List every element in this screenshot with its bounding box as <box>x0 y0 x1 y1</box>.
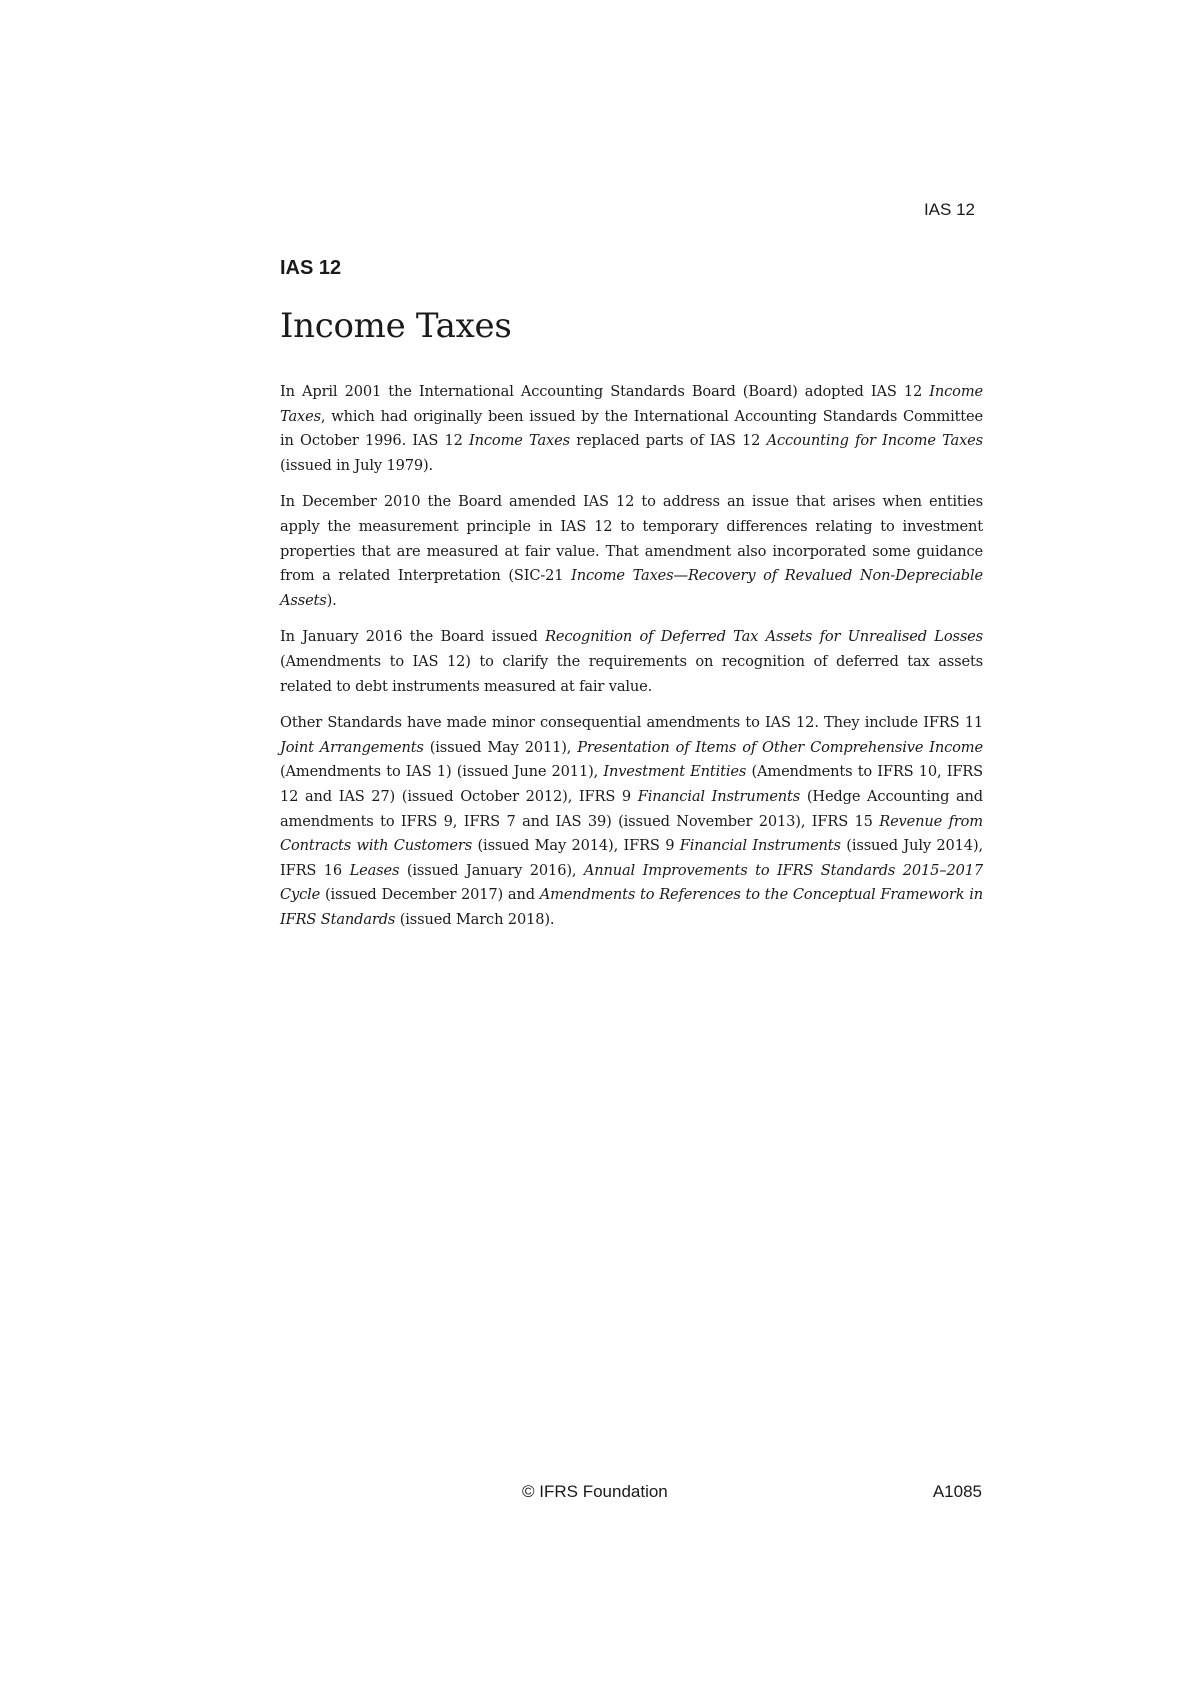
footer-copyright: © IFRS Foundation <box>522 1482 668 1501</box>
paragraph-adoption: In April 2001 the International Accounting Standards Board (Board) adopted IAS 12 Income Taxes, which had originally been issued by the International Accounting Standards Committee in October 1996. IAS 12 Income Taxes replaced parts of IAS 12 Accounting for Income Taxes (issued in July 1979). <box>280 383 983 474</box>
document-body <box>280 256 983 944</box>
paragraph-amendment-2010: In December 2010 the Board amended IAS 12 to address an issue that arises when entities apply the measurement principle in IAS 12 to temporary differences relating to investment properties that are measured at fair value. That amendment also incorporated some guidance from a related Interpretation (SIC-21 Income Taxes—Recovery of Revalued Non-Depreciable Assets). <box>280 493 983 609</box>
paragraph-consequential-amendments: Other Standards have made minor consequential amendments to IAS 12. They include IFRS 11 Joint Arrangements (issued May 2011), Presentation of Items of Other Comprehensive Income (Amendments to IAS 1) (issued June 2011), Investment Entities (Amendments to IFRS 10, IFRS 12 and IAS 27) (issued October 2012), IFRS 9 Financial Instruments (Hedge Accounting and amendments to IFRS 9, IFRS 7 and IAS 39) (issued November 2013), IFRS 15 Revenue from Contracts with Customers (issued May 2014), IFRS 9 Financial Instruments (issued July 2014), IFRS 16 Leases (issued January 2016), Annual Improvements to IFRS Standards 2015–2017 Cycle (issued December 2017) and Amendments to References to the Conceptual Framework in IFRS Standards (issued March 2018). <box>280 714 983 928</box>
page-title: Income Taxes <box>280 306 512 346</box>
standard-label: IAS 12 <box>280 257 342 279</box>
running-header: IAS 12 <box>923 200 975 219</box>
paragraph-amendment-2016: In January 2016 the Board issued Recognition of Deferred Tax Assets for Unrealised Losses (Amendments to IAS 12) to clarify the requirements on recognition of deferred tax assets related to debt instruments measured at fair value. <box>280 628 983 695</box>
footer-page-number: A1085 <box>932 1482 982 1501</box>
